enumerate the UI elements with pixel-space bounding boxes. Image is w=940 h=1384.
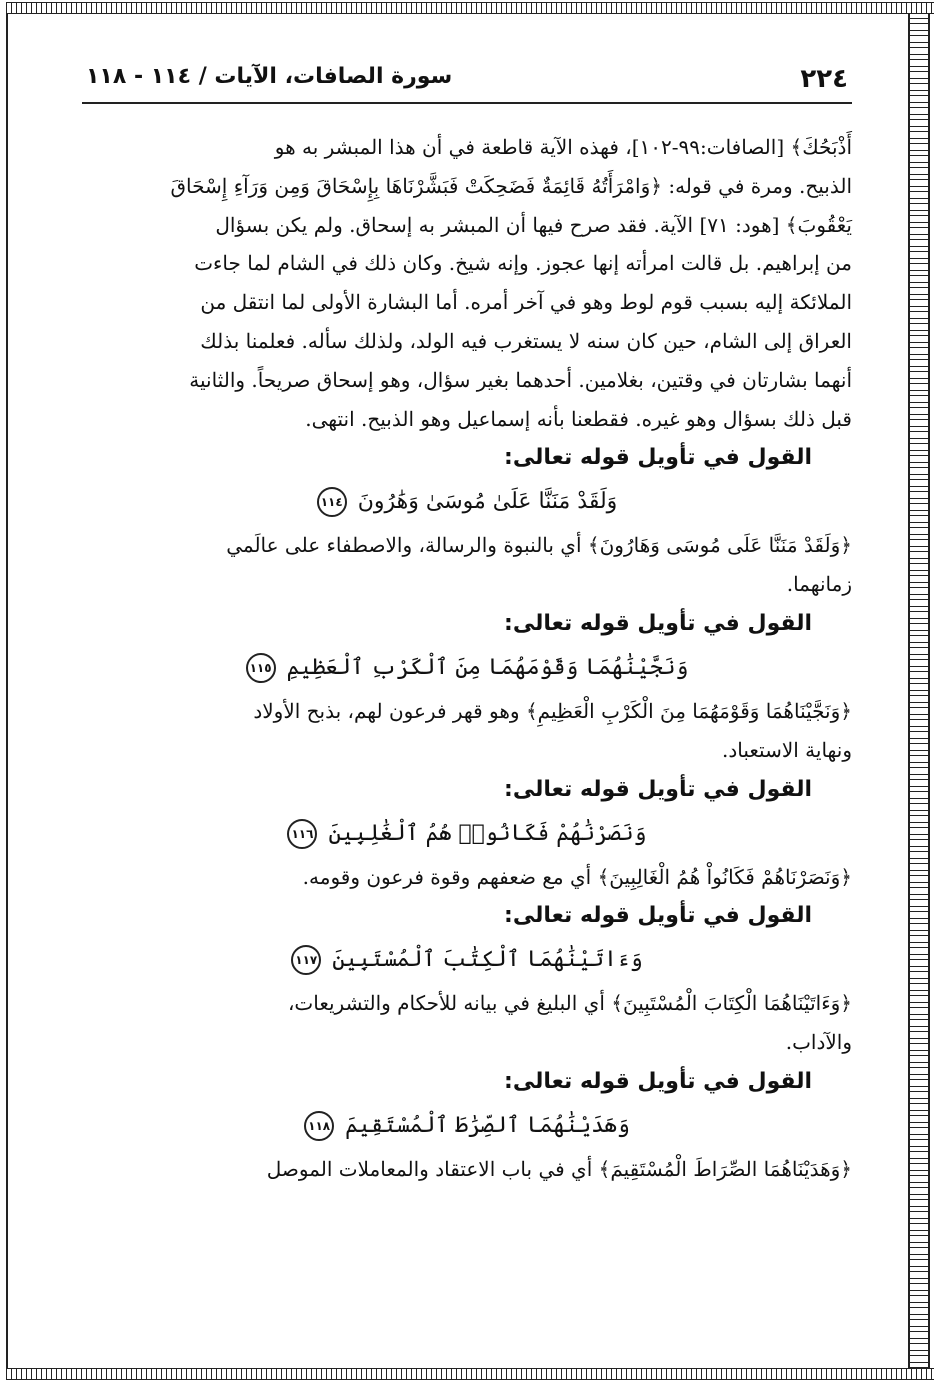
text-line: أَذْبَحُكَ﴾ [الصافات:٩٩-١٠٢]، فهذه الآية قاطعة في أن هذا المبشر به هو xyxy=(274,135,852,159)
verse-text: وَلَقَدْ مَنَنَّا عَلَىٰ مُوسَىٰ وَهَٰرُونَ xyxy=(357,489,618,515)
text-line: زمانهما. xyxy=(786,572,852,597)
page-header xyxy=(82,58,852,104)
text-line: من إبراهيم. بل قالت امرأته إنها عجوز. وإنه شيخ. وكان ذلك في الشام لما جاءت xyxy=(194,251,852,276)
right-ornamental-border xyxy=(908,14,930,1370)
page xyxy=(82,58,852,1348)
text-line: والآداب. xyxy=(785,1030,852,1055)
ayah-number-marker: ١١٧ xyxy=(291,945,321,975)
ayah-number-marker: ١١٨ xyxy=(304,1111,334,1141)
text-line: أنهما بشارتان في وقتين، بغلامين. أحدهما بغير سؤال، وهو إسحاق صريحاً. والثانية xyxy=(189,367,852,392)
text-line: ونهاية الاستعباد. xyxy=(722,737,852,762)
text-line: العراق إلى الشام، حين كان سنه لا يستغرب فيه الولد، ولذلك سأله. فعلمنا بذلك xyxy=(200,328,852,353)
verse-text: وَنَصَرْنَٰهُمْ فَكَانُوا۟ هُمُ ٱلْغَٰلِبِينَ xyxy=(328,820,647,846)
ayah-number-marker: ١١٤ xyxy=(317,487,347,517)
quran-verse xyxy=(82,478,852,526)
text-line: الملائكة إليه بسبب قوم لوط وهو في آخر أمره. أما البشارة الأولى لما انتقل من xyxy=(200,290,852,315)
bottom-ornamental-border xyxy=(6,1368,934,1380)
text-line: ﴿وَهَدَيْنَاهُمَا الصِّرَاطَ الْمُسْتَقِيمَ﴾ أي في باب الاعتقاد والمعاملات الموصل xyxy=(266,1156,852,1181)
section-118 xyxy=(82,1062,852,1189)
text-line: ﴿وَلَقَدْ مَنَنَّا عَلَى مُوسَى وَهَارُونَ﴾ أي بالنبوة والرسالة، والاصطفاء على عالَمي xyxy=(226,533,852,558)
text-line: يَعْقُوبَ﴾ [هود: ٧١] الآية. فقد صرح فيها أن المبشر به إسحاق. ولم يكن بسؤال xyxy=(215,212,852,237)
quran-verse xyxy=(82,936,852,984)
verse-text: وَءَاتَيْنَٰهُمَا ٱلْكِتَٰبَ ٱلْمُسْتَبِينَ xyxy=(332,947,643,973)
verse-text: وَهَدَيْنَٰهُمَا ٱلصِّرَٰطَ ٱلْمُسْتَقِيمَ xyxy=(345,1112,630,1138)
quran-verse xyxy=(82,1102,852,1150)
section-heading: القول في تأويل قوله تعالى: xyxy=(504,776,812,802)
quran-verse xyxy=(82,644,852,692)
ayah-number-marker: ١١٥ xyxy=(246,653,276,683)
text-line: قبل ذلك بسؤال وهو غيره. فقطعنا بأنه إسماعيل وهو الذبيح. انتهى. xyxy=(305,406,852,431)
text-line: ﴿وَنَجَّيْنَاهُمَا وَقَوْمَهُمَا مِنَ الْكَرْبِ الْعَظِيمِ﴾ وهو قهر فرعون لهم، بذبح الأولاد xyxy=(253,698,852,723)
section-114 xyxy=(82,438,852,604)
section-heading: القول في تأويل قوله تعالى: xyxy=(504,445,812,471)
text-line: الذبيح. ومرة في قوله: ﴿وَامْرَأَتُهُ قَائِمَةٌ فَضَحِكَتْ فَبَشَّرْنَاهَا بِإِسْحَاقَ وَمِن وَرَآءِ إِسْحَاقَ xyxy=(170,173,852,198)
section-heading: القول في تأويل قوله تعالى: xyxy=(504,610,812,636)
section-heading: القول في تأويل قوله تعالى: xyxy=(504,903,812,929)
text-line: ﴿وَءَاتَيْنَاهُمَا الْكِتَابَ الْمُسْتَبِينَ﴾ أي البليغ في بيانه للأحكام والتشريعات، xyxy=(287,991,852,1016)
section-117 xyxy=(82,896,852,1062)
section-115 xyxy=(82,604,852,770)
quran-verse xyxy=(82,810,852,858)
section-heading: القول في تأويل قوله تعالى: xyxy=(504,1068,812,1094)
intro-paragraph xyxy=(82,128,852,438)
page-number: ٢٢٤ xyxy=(800,64,848,94)
left-border-line xyxy=(6,14,8,1368)
verse-text: وَنَجَّيْنَٰهُمَا وَقَوْمَهُمَا مِنَ ٱلْكَرْبِ ٱلْعَظِيمِ xyxy=(286,654,689,680)
page-body xyxy=(82,128,852,1189)
ayah-number-marker: ١١٦ xyxy=(287,819,317,849)
running-head: سورة الصافات، الآيات / ١١٤ - ١١٨ xyxy=(86,64,453,89)
top-ornamental-border xyxy=(6,2,934,14)
text-line: ﴿وَنَصَرْنَاهُمْ فَكَانُواْ هُمُ الْغَالِبِينَ﴾ أي مع ضعفهم وقوة فرعون وقومه. xyxy=(302,864,852,889)
section-116 xyxy=(82,770,852,897)
